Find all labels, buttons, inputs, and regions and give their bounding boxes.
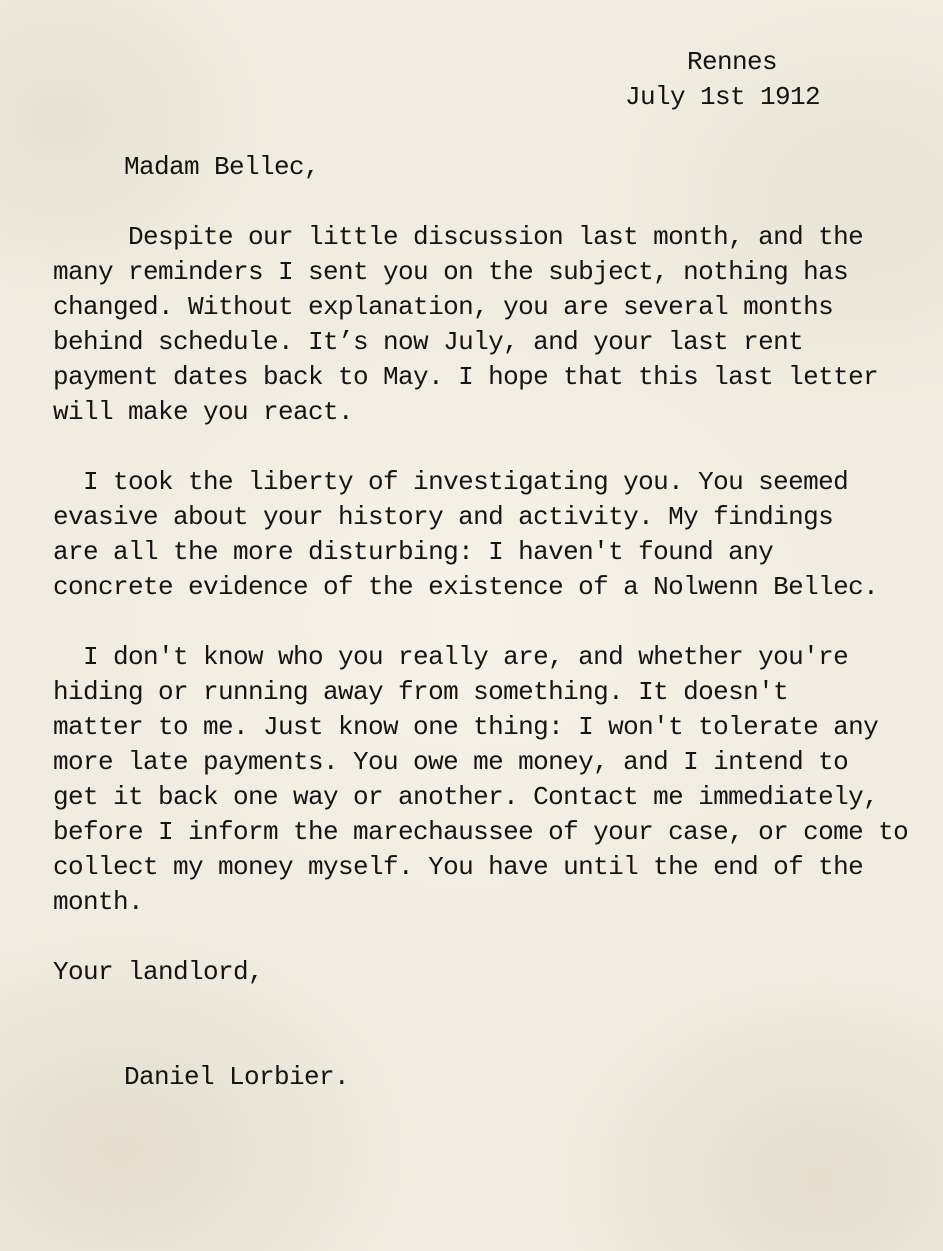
letter-salutation: Madam Bellec, — [124, 152, 320, 182]
letter-paragraph-1: Despite our little discussion last month, and the many reminders I sent you on the subject, nothing has changed. Without explanation, you are several months behind schedule. It’s now July, and your last rent payment dates back to May. I hope that this last letter will make you react. — [53, 222, 879, 427]
letter-date: July 1st 1912 — [625, 82, 821, 112]
letter-closing: Your landlord, — [53, 957, 264, 987]
letter-paragraph-2: I took the liberty of investigating you. You seemed evasive about your history and activity. My findings are all the more disturbing: I haven't found any concrete evidence of the existence of a Nolwenn Bellec. — [53, 467, 879, 602]
letter-paragraph-3: I don't know who you really are, and whether you're hiding or running away from something. It doesn't matter to me. Just know one thing: I won't tolerate any more late payments. You owe me money, and I intend to get it back one way or another. Contact me immediately, before I inform the marechaussee of your case, or come to collect my money myself. You have until the end of the month. — [53, 642, 909, 917]
letter-signature: Daniel Lorbier. — [124, 1062, 350, 1092]
letter-place: Rennes — [687, 47, 778, 77]
